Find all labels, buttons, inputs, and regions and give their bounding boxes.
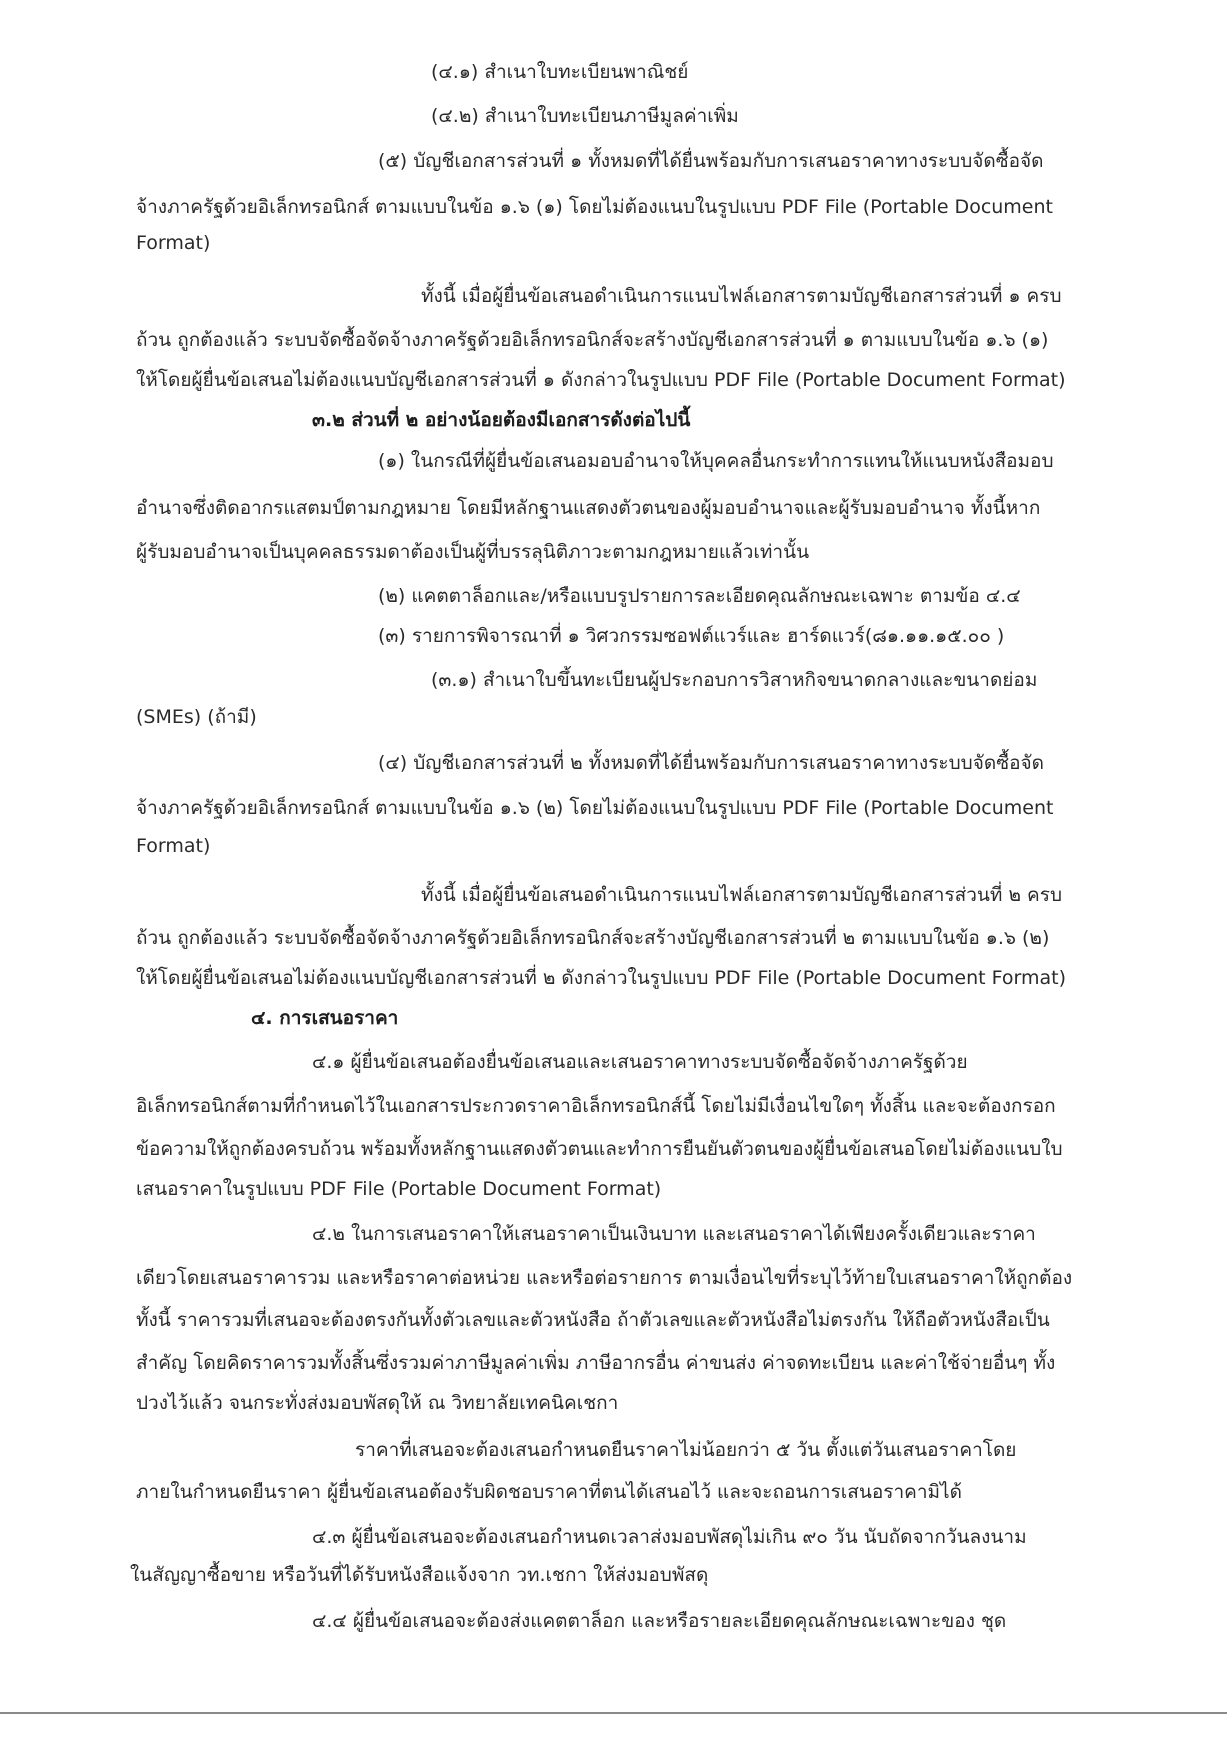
text-line: (๓) รายการพิจารณาที่ ๑ วิศวกรรมซอฟต์แวร์และ ฮาร์ดแวร์(๘๑.๑๑.๑๕.๐๐ ) <box>378 625 1005 647</box>
text-line: ภายในกำหนดยืนราคา ผู้ยื่นข้อเสนอต้องรับผิดชอบราคาที่ตนได้เสนอไว้ และจะถอนการเสนอราคามิได้ <box>136 1481 962 1503</box>
text-line: (๔.๑) สำเนาใบทะเบียนพาณิชย์ <box>431 61 689 83</box>
text-line: จ้างภาครัฐด้วยอิเล็กทรอนิกส์ ตามแบบในข้อ ๑.๖ (๑) โดยไม่ต้องแนบในรูปแบบ PDF File (Portable Document <box>136 196 1053 218</box>
text-line: ในสัญญาซื้อขาย หรือวันที่ได้รับหนังสือแจ้งจาก วท.เชกา ให้ส่งมอบพัสดุ <box>130 1564 709 1586</box>
text-line: (SMEs) (ถ้ามี) <box>136 706 257 728</box>
text-line: ปวงไว้แล้ว จนกระทั่งส่งมอบพัสดุให้ ณ วิทยาลัยเทคนิคเชกา <box>136 1392 619 1414</box>
text-line: ข้อความให้ถูกต้องครบถ้วน พร้อมทั้งหลักฐานแสดงตัวตนและทำการยืนยันตัวตนของผู้ยื่นข้อเสนอโดยไม่ต้องแนบใบ <box>136 1138 1063 1160</box>
text-line: ให้โดยผู้ยื่นข้อเสนอไม่ต้องแนบบัญชีเอกสารส่วนที่ ๒ ดังกล่าวในรูปแบบ PDF File (Portable Document Format) <box>136 967 1066 989</box>
scan-edge-line <box>0 1712 1227 1714</box>
text-line: สำคัญ โดยคิดราคารวมทั้งสิ้นซึ่งรวมค่าภาษีมูลค่าเพิ่ม ภาษีอากรอื่น ค่าขนส่ง ค่าจดทะเบียน และค่าใช้จ่ายอื่นๆ ทั้ง <box>136 1352 1056 1374</box>
text-line: เดียวโดยเสนอราคารวม และหรือราคาต่อหน่วย และหรือต่อรายการ ตามเงื่อนไขที่ระบุไว้ท้ายใบเสนอราคาให้ถูกต้อง <box>136 1267 1073 1289</box>
text-line: (๒) แคตตาล็อกและ/หรือแบบรูปรายการละเอียดคุณลักษณะเฉพาะ ตามข้อ ๔.๔ <box>378 585 1021 607</box>
text-line: (๔.๒) สำเนาใบทะเบียนภาษีมูลค่าเพิ่ม <box>431 105 739 127</box>
text-line: ราคาที่เสนอจะต้องเสนอกำหนดยืนราคาไม่น้อยกว่า ๕ วัน ตั้งแต่วันเสนอราคาโดย <box>355 1439 1017 1461</box>
text-line: ทั้งนี้ เมื่อผู้ยื่นข้อเสนอดำเนินการแนบไฟล์เอกสารตามบัญชีเอกสารส่วนที่ ๒ ครบ <box>421 884 1062 906</box>
text-line: (๔) บัญชีเอกสารส่วนที่ ๒ ทั้งหมดที่ได้ยื่นพร้อมกับการเสนอราคาทางระบบจัดซื้อจัด <box>378 752 1044 774</box>
text-line: ๔.๑ ผู้ยื่นข้อเสนอต้องยื่นข้อเสนอและเสนอราคาทางระบบจัดซื้อจัดจ้างภาครัฐด้วย <box>312 1051 968 1073</box>
text-line: (๓.๑) สำเนาใบขึ้นทะเบียนผู้ประกอบการวิสาหกิจขนาดกลางและขนาดย่อม <box>431 669 1038 691</box>
text-line: ทั้งนี้ เมื่อผู้ยื่นข้อเสนอดำเนินการแนบไฟล์เอกสารตามบัญชีเอกสารส่วนที่ ๑ ครบ <box>421 285 1062 307</box>
text-line: ถ้วน ถูกต้องแล้ว ระบบจัดซื้อจัดจ้างภาครัฐด้วยอิเล็กทรอนิกส์จะสร้างบัญชีเอกสารส่วนที่ ๒ ตามแบบในข้อ ๑.๖ (๒) <box>136 927 1050 949</box>
text-line: Format) <box>136 232 211 254</box>
text-line: (๑) ในกรณีที่ผู้ยื่นข้อเสนอมอบอำนาจให้บุคคลอื่นกระทำการแทนให้แนบหนังสือมอบ <box>378 450 1054 472</box>
text-line: อิเล็กทรอนิกส์ตามที่กำหนดไว้ในเอกสารประกวดราคาอิเล็กทรอนิกส์นี้ โดยไม่มีเงื่อนไขใดๆ ทั้งสิ้น และจะต้องกรอก <box>136 1095 1056 1117</box>
text-line: ๔.๓ ผู้ยื่นข้อเสนอจะต้องเสนอกำหนดเวลาส่งมอบพัสดุไม่เกิน ๙๐ วัน นับถัดจากวันลงนาม <box>312 1526 1027 1548</box>
section-heading: ๔. การเสนอราคา <box>251 1007 399 1029</box>
text-line: (๕) บัญชีเอกสารส่วนที่ ๑ ทั้งหมดที่ได้ยื่นพร้อมกับการเสนอราคาทางระบบจัดซื้อจัด <box>378 150 1044 172</box>
text-line: ผู้รับมอบอำนาจเป็นบุคคลธรรมดาต้องเป็นผู้ที่บรรลุนิติภาวะตามกฎหมายแล้วเท่านั้น <box>136 541 810 563</box>
text-line: เสนอราคาในรูปแบบ PDF File (Portable Document Format) <box>136 1178 662 1200</box>
text-line: ให้โดยผู้ยื่นข้อเสนอไม่ต้องแนบบัญชีเอกสารส่วนที่ ๑ ดังกล่าวในรูปแบบ PDF File (Portable Document Format) <box>136 369 1066 391</box>
text-line: Format) <box>136 835 211 857</box>
text-line: ทั้งนี้ ราคารวมที่เสนอจะต้องตรงกันทั้งตัวเลขและตัวหนังสือ ถ้าตัวเลขและตัวหนังสือไม่ตรงกัน ให้ถือตัวหนังสือเป็น <box>136 1309 1050 1331</box>
section-heading: ๓.๒ ส่วนที่ ๒ อย่างน้อยต้องมีเอกสารดังต่อไปนี้ <box>312 409 691 431</box>
text-line: ๔.๒ ในการเสนอราคาให้เสนอราคาเป็นเงินบาท และเสนอราคาได้เพียงครั้งเดียวและราคา <box>312 1223 1036 1245</box>
text-line: จ้างภาครัฐด้วยอิเล็กทรอนิกส์ ตามแบบในข้อ ๑.๖ (๒) โดยไม่ต้องแนบในรูปแบบ PDF File (Portable Document <box>136 797 1054 819</box>
text-line: อำนาจซึ่งติดอากรแสตมป์ตามกฎหมาย โดยมีหลักฐานแสดงตัวตนของผู้มอบอำนาจและผู้รับมอบอำนาจ ทั้งนี้หาก <box>136 497 1041 519</box>
text-line: ถ้วน ถูกต้องแล้ว ระบบจัดซื้อจัดจ้างภาครัฐด้วยอิเล็กทรอนิกส์จะสร้างบัญชีเอกสารส่วนที่ ๑ ตามแบบในข้อ ๑.๖ (๑) <box>136 329 1049 351</box>
text-line: ๔.๔ ผู้ยื่นข้อเสนอจะต้องส่งแคตตาล็อก และหรือรายละเอียดคุณลักษณะเฉพาะของ ชุด <box>312 1610 1007 1632</box>
